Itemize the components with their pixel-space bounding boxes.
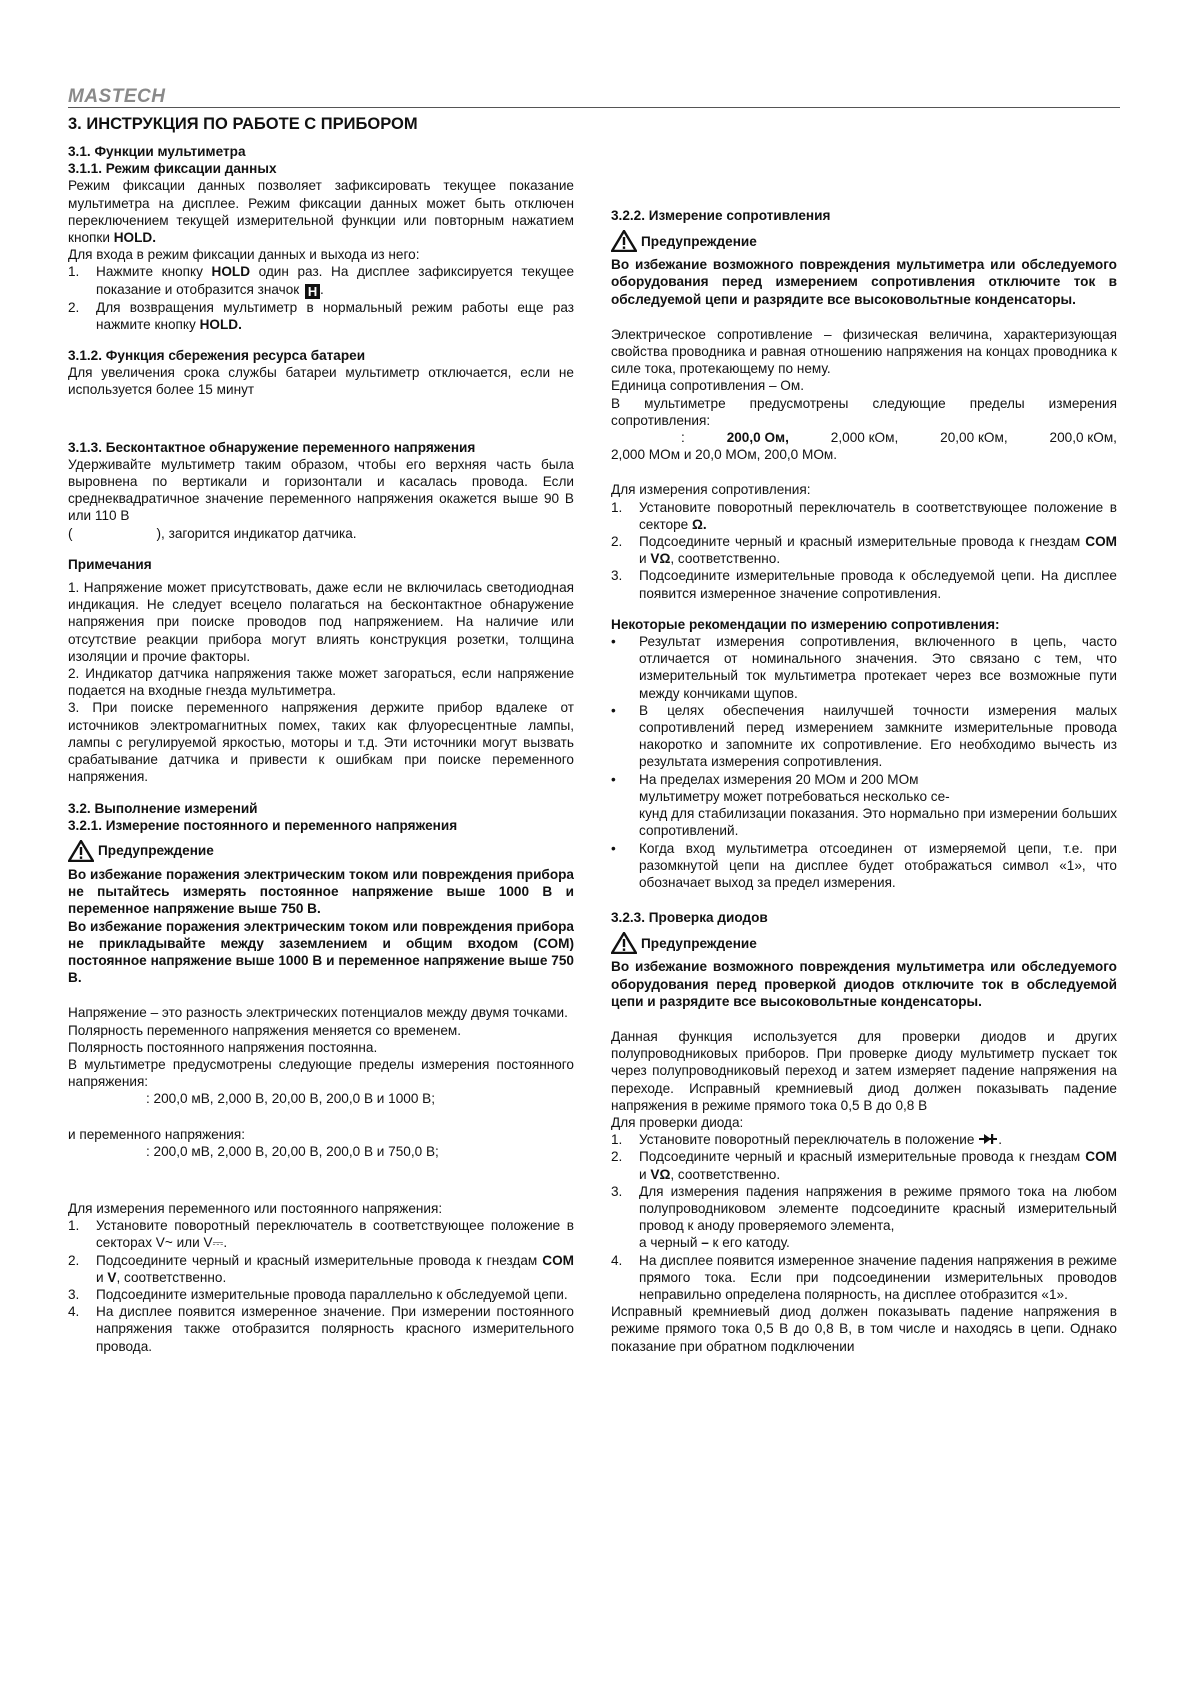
ncv-paragraph: Удерживайте мультиметр таким образом, чтобы его верхняя часть была выровнена по вертикали и горизонтали и касалась провода. Если среднеквадратичное значение переменного напряжения окажется выше 90 В или 110 В ( ), загорится индикатор датчика. [68, 456, 574, 541]
list-item: 1. Установите поворотный переключатель в положение . [611, 1132, 1002, 1148]
list-item: 1. Установите поворотный переключатель в соответствующее положение в секторе Ω. [611, 499, 1117, 532]
section-3-1-3-heading: 3.1.3. Бесконтактное обнаружение переменного напряжения [68, 439, 476, 455]
battery-paragraph: Для увеличения срока службы батареи мультиметр отключается, если не используется более 15 минут [68, 365, 574, 398]
list-item: • Результат измерения сопротивления, включенного в цепь, часто отличается от номинального значения. Это связано с тем, что измерительный ток мультиметра протекает через все возможные пути между кончиками щупов. [611, 634, 1117, 701]
warning-heading: Предупреждение [611, 230, 1117, 252]
list-item: 1. Установите поворотный переключатель в соответствующее положение в секторах V~ или V⎓. [68, 1218, 574, 1251]
diode-symbol-icon [978, 1133, 998, 1145]
left-column [68, 143, 574, 1355]
voltage-steps-intro: Для измерения переменного или постоянного напряжения: [68, 1200, 443, 1216]
header-rule [68, 107, 1120, 108]
resistance-steps-intro: Для измерения сопротивления: [611, 482, 811, 498]
list-item: • В целях обеспечения наилучшей точности измерения малых сопротивлений перед измерением замкните измерительные провода накоротко и запомните их сопротивление. Его необходимо вычесть из результата измерения сопротивления. [611, 702, 1117, 770]
note-3: 3. При поиске переменного напряжения держите прибор вдалеке от источников электромагнитных помех, таких как флуоресцентные лампы, лампы с регулируемой яркостью, моторы и т.д. Эти источники могут вызвать срабатывание датчика и привести к ошибкам при поиске переменного напряжения. [68, 700, 574, 785]
section-3-1-1-heading: 3.1.1. Режим фиксации данных [68, 161, 277, 177]
page-title: 3. ИНСТРУКЦИЯ ПО РАБОТЕ С ПРИБОРОМ [68, 115, 418, 133]
resistance-ranges-cont: 2,000 МОм и 20,0 МОм, 200,0 МОм. [611, 447, 838, 463]
warning-triangle-icon [611, 932, 637, 954]
diode-steps-intro: Для проверки диода: [611, 1114, 744, 1130]
diode-description: Данная функция используется для проверки диодов и других полупроводниковых приборов. При проверке диоду мультиметр пускает ток через полупроводниковый переход и затем измеряет падение напряжения на переходе. Исправный кремниевый диод должен показывать падение напряжения в режиме прямого тока 0,5 В до 0,8 В [611, 1028, 1117, 1113]
section-3-2-3-heading: 3.2.3. Проверка диодов [611, 910, 768, 926]
section-3-2-1-heading: 3.2.1. Измерение постоянного и переменного напряжения [68, 817, 458, 833]
notes-heading: Примечания [68, 556, 152, 572]
resistance-ranges-intro: В мультиметре предусмотрены следующие пределы измерения сопротивления: [611, 395, 1117, 428]
ac-ranges-intro: и переменного напряжения: [68, 1126, 245, 1142]
note-2: 2. Индикатор датчика напряжения также может загораться, если напряжение подается на входные гнезда мультиметра. [68, 666, 574, 699]
dc-ranges-intro: В мультиметре предусмотрены следующие пределы измерения постоянного напряжения: [68, 1056, 574, 1090]
list-item: 2. Подсоедините черный и красный измерительные провода к гнездам COM и VΩ, соответственно. [611, 1149, 1117, 1182]
dc-ranges: : 200,0 мВ, 2,000 В, 20,00 В, 200,0 В и 1000 В; [146, 1091, 436, 1107]
list-item: 2. Подсоедините черный и красный измерительные провода к гнездам COM и V, соответственно. [68, 1252, 574, 1285]
list-item: 3. Для измерения падения напряжения в режиме прямого тока на любом полупроводниковом элементе подсоедините красный измерительный провод к аноду проверяемого элемента, а черный – к его катоду. [611, 1183, 1117, 1251]
warning-heading: Предупреждение [68, 840, 574, 862]
hold-paragraph: Режим фиксации данных позволяет зафиксировать текущее показание мультиметра на дисплее. Режим фиксации данных может быть отключен переключением текущей измерительной функции или повторным нажатием кнопки HOLD. [68, 178, 574, 246]
list-item: • На пределах измерения 20 МОм и 200 МОм мультиметру может потребоваться несколько се- кунд для стабилизации показания. Это нормально при измерении больших сопротивлений. [611, 771, 1117, 839]
list-item: 3. Подсоедините измерительные провода к обследуемой цепи. На дисплее появится измеренное значение сопротивления. [611, 568, 1117, 601]
recommendations-heading: Некоторые рекомендации по измерению сопротивления: [611, 616, 1000, 632]
resistance-unit: Единица сопротивления – Ом. [611, 378, 805, 394]
list-item: • Когда вход мультиметра отсоединен от измеряемой цепи, т.е. при разомкнутой цепи на дисплее будет отображаться символ «1», что обозначает выход за предел измерения. [611, 840, 1117, 890]
list-item: 2. Подсоедините черный и красный измерительные провода к гнездам COM и VΩ, соответственно. [611, 534, 1117, 567]
list-item: 4. На дисплее появится измеренное значение. При измерении постоянного напряжения также отобразится полярность красного измерительного провода. [68, 1304, 574, 1354]
brand-logo: MASTECH [68, 86, 166, 107]
hold-indicator-icon: H [305, 284, 320, 299]
ac-ranges: : 200,0 мВ, 2,000 В, 20,00 В, 200,0 В и 750,0 В; [146, 1143, 439, 1159]
list-item: 4. На дисплее появится измеренное значение падения напряжения в режиме прямого тока. Если при подсоединении измерительных проводов неправильно определена полярность, на дисплее отобразится «1». [611, 1252, 1117, 1302]
warning-text-1: Во избежание поражения электрическим током или повреждения прибора не пытайтесь измерять постоянное напряжение выше 1000 В и переменное напряжение выше 750 В. [68, 866, 574, 917]
diode-conclusion: Исправный кремниевый диод должен показывать падение напряжения в режиме прямого тока 0,5 В до 0,8 В, в том числе и находясь в цепи. Однако показание при обратном подключении [611, 1304, 1117, 1354]
list-item: 1. Нажмите кнопку HOLD один раз. На дисплее зафиксируется текущее показание и отобразится значок H . [68, 264, 575, 299]
warning-triangle-icon [68, 840, 94, 862]
warning-heading: Предупреждение [611, 932, 1117, 954]
warning-triangle-icon [611, 230, 637, 252]
hold-steps-intro: Для входа в режим фиксации данных и выхода из него: [68, 247, 420, 263]
list-item: 2. Для возвращения мультиметр в нормальный режим работы еще раз нажмите кнопку HOLD. [68, 299, 574, 332]
list-item: 3. Подсоедините измерительные провода параллельно к обследуемой цепи. [68, 1286, 568, 1302]
section-3-2-heading: 3.2. Выполнение измерений [68, 800, 258, 816]
voltage-def: Напряжение – это разность электрических потенциалов между двумя точками. [68, 1005, 568, 1021]
resistance-def: Электрическое сопротивление – физическая величина, характеризующая свойства проводника и равная отношению напряжения на концах проводника к силе тока, протекающему по нему. [611, 326, 1117, 377]
section-3-1-heading: 3.1. Функции мультиметра [68, 144, 246, 159]
ac-polarity: Полярность переменного напряжения меняется со временем. [68, 1022, 462, 1038]
warning-text-2: Во избежание поражения электрическим током или повреждения прибора не прикладывайте между заземлением и общим входом (COM) постоянное напряжение выше 1000 В и переменное напряжение выше 750 В. [68, 918, 574, 986]
resistance-ranges: : 200,0 Ом, 2,000 кОм, 20,00 кОм, 200,0 кОм, [681, 430, 1117, 446]
right-column [611, 207, 1117, 1355]
note-1: 1. Напряжение может присутствовать, даже если не включилась светодиодная индикация. Не следует всецело полагаться на бесконтактное обнаружение напряжения при поиске проводов под напряжением. На наличие или отсутствие реакции прибора могут влиять конструкция розетки, толщина изоляции и прочие факторы. [68, 580, 574, 664]
section-3-1-2-heading: 3.1.2. Функция сбережения ресурса батареи [68, 348, 366, 364]
dc-polarity: Полярность постоянного напряжения постоянна. [68, 1039, 378, 1055]
hold-key-label: HOLD [113, 230, 153, 246]
diode-warning: Во избежание возможного повреждения мультиметра или обследуемого оборудования перед проверкой диодов отключите ток в обследуемой цепи и разрядите все высоковольтные конденсаторы. [611, 959, 1117, 1009]
resistance-warning: Во избежание возможного повреждения мультиметра или обследуемого оборудования перед измерением сопротивления отключите ток в обследуемой цепи и разрядите все высоковольтные конденсаторы. [611, 257, 1117, 307]
section-3-2-2-heading: 3.2.2. Измерение сопротивления [611, 208, 831, 223]
